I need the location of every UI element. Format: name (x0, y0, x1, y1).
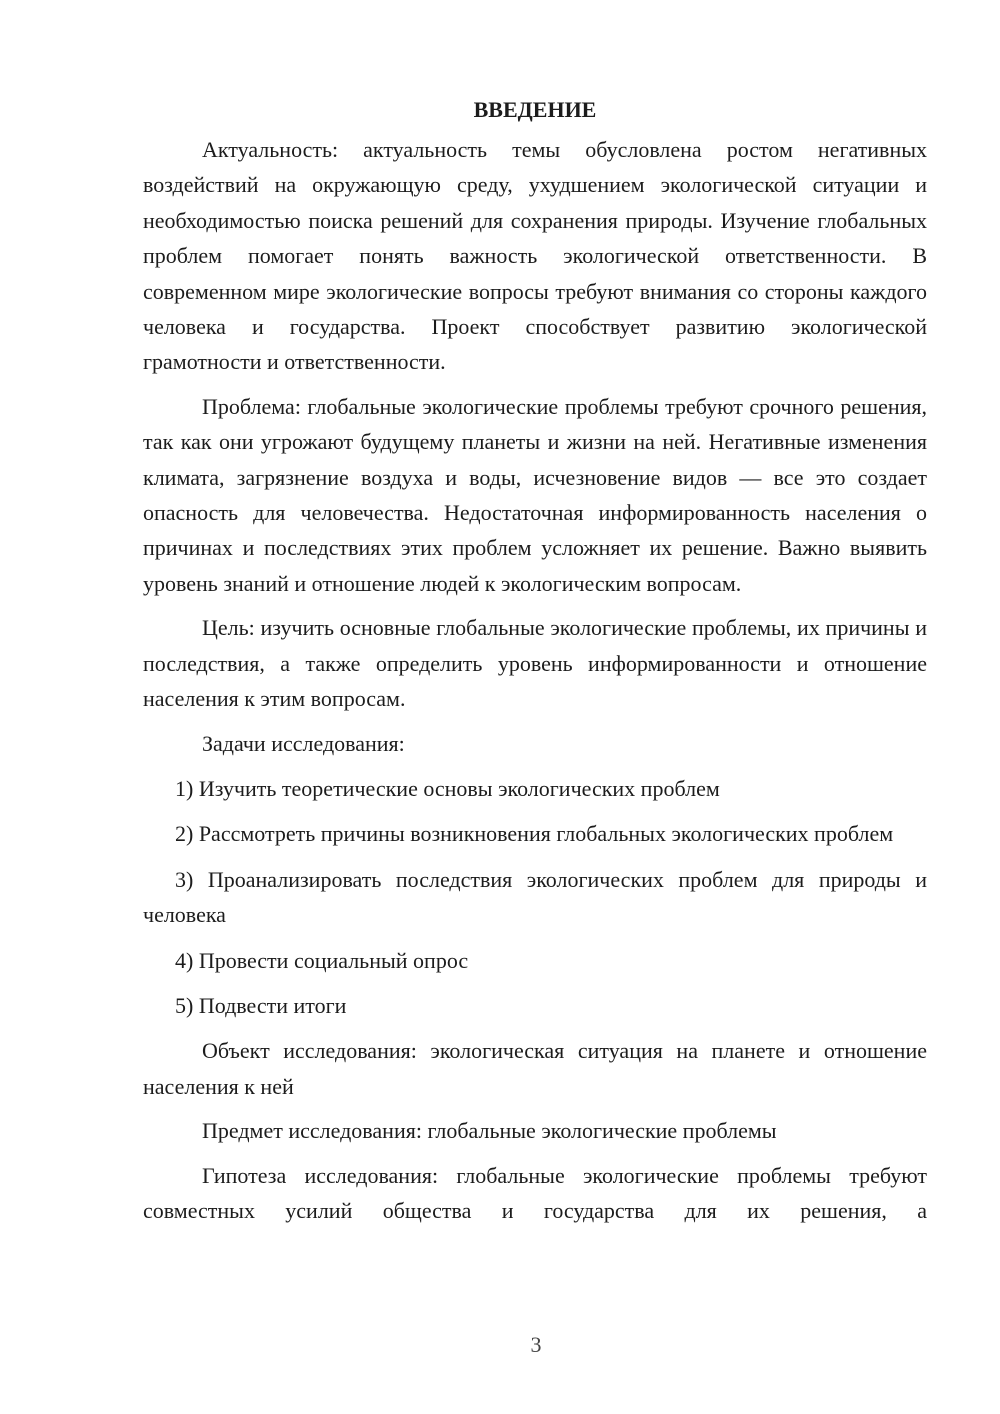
paragraph-goal: Цель: изучить основные глобальные экологические проблемы, их причины и последствия, а также определить уровень информированности и отношение населения к этим вопросам. (143, 615, 927, 712)
task-item: 2) Рассмотреть причины возникновения глобальных экологических проблем (175, 821, 894, 847)
paragraph-relevance: Актуальность: актуальность темы обусловлена ростом негативных воздействий на окружающую среду, ухудшением экологической ситуации и необходимостью поиска решений для сохранения природы. Изучение глобальных проблем помогает понять важность экологической ответственности. В современном мире экологические вопросы требуют внимания со стороны каждого человека и государства. Проект способствует развитию экологической грамотности и ответственности. (143, 137, 927, 375)
task-item: 3) Проанализировать последствия экологических проблем для природы и человека (143, 866, 927, 928)
task-item: 4) Провести социальный опрос (175, 947, 469, 973)
paragraph-problem: Проблема: глобальные экологические проблемы требуют срочного решения, так как они угрожают будущему планеты и жизни на ней. Негативные изменения климата, загрязнение воздуха и воды, исчезновение видов — все это создает опасность для человечества. Недостаточная информированность населения о причинах и последствиях этих проблем усложняет их решение. Важно выявить уровень знаний и отношение людей к экологическим вопросам. (143, 393, 927, 596)
paragraph-subject: Предмет исследования: глобальные экологические проблемы (202, 1118, 777, 1144)
paragraph-object: Объект исследования: экологическая ситуация на планете и отношение населения к ней (143, 1038, 927, 1099)
tasks-intro: Задачи исследования: (202, 730, 405, 756)
page-number: 3 (530, 1332, 542, 1357)
page-content (143, 94, 927, 1228)
task-list (143, 771, 927, 1023)
section-heading: ВВЕДЕНИЕ (473, 97, 597, 122)
paragraph-hypothesis: Гипотеза исследования: глобальные экологические проблемы требуют совместных усилий общества и государства для их решения, а (143, 1162, 927, 1223)
task-item: 1) Изучить теоретические основы экологических проблем (175, 775, 720, 801)
task-item: 5) Подвести итоги (175, 992, 347, 1018)
